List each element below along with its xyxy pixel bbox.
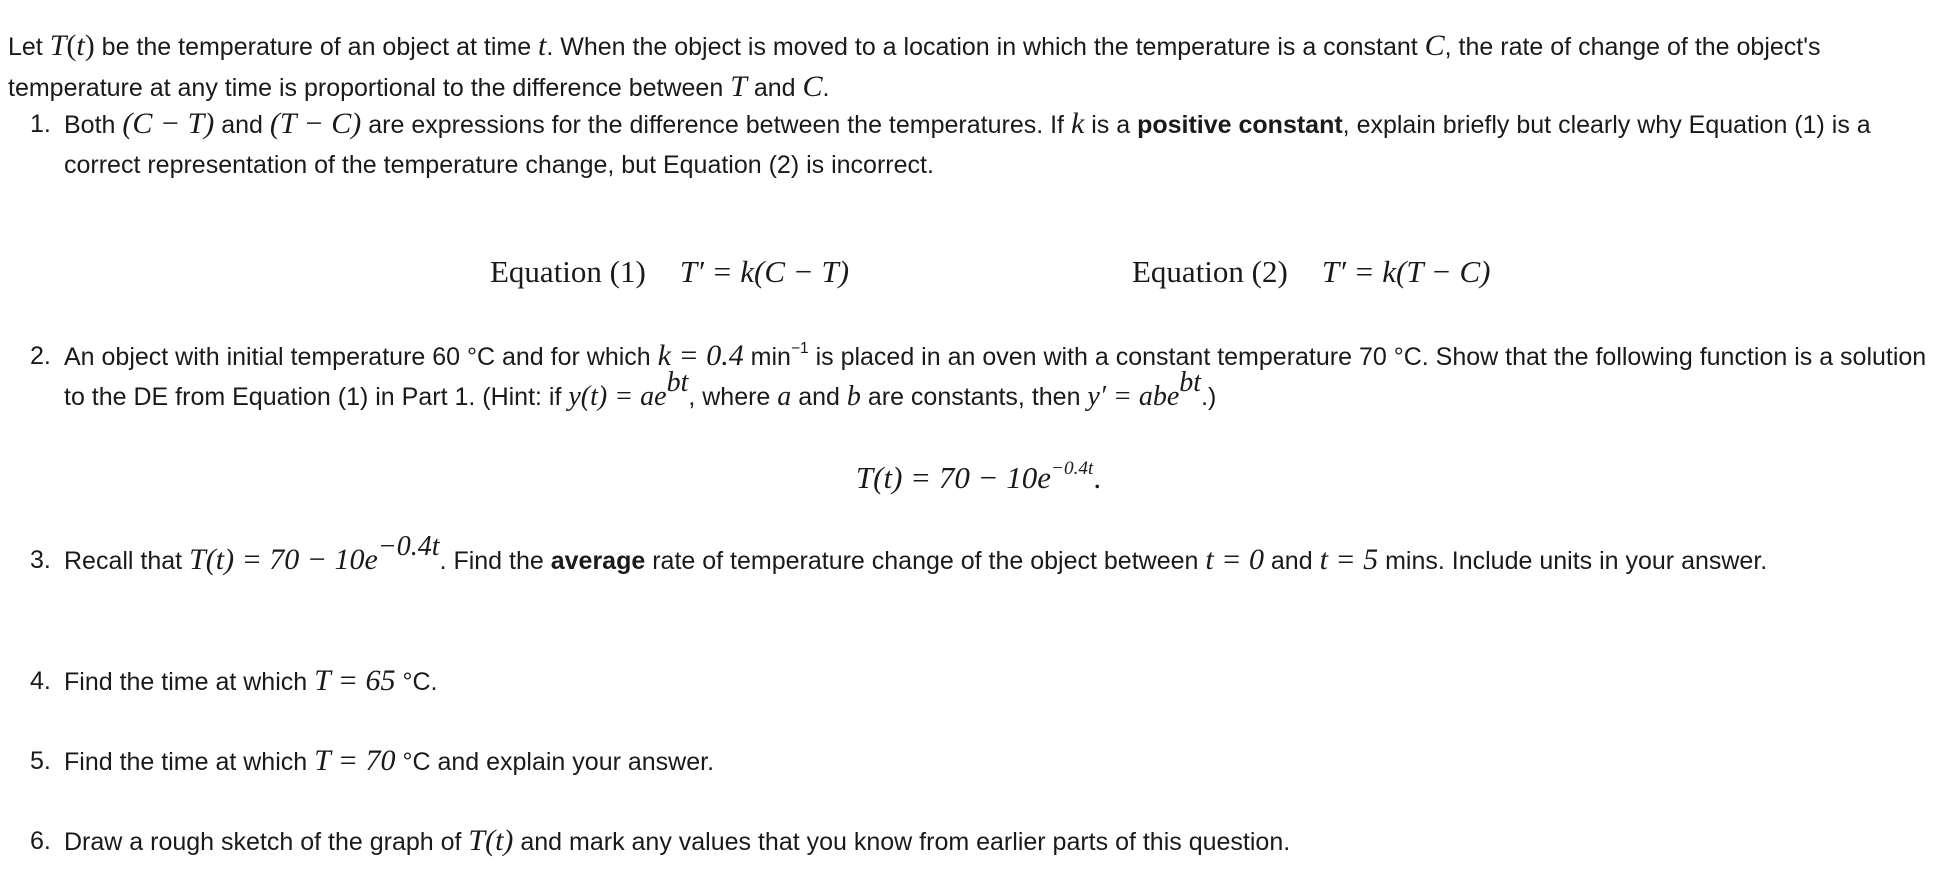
math-paren: ( [66,29,77,62]
math-expr: T = 70 [314,744,396,777]
math-C: C [802,70,823,103]
superscript: −0.4t [1051,457,1094,479]
item-text: and [791,383,847,411]
question-item-3 [30,531,1930,581]
math-paren: ) [84,29,95,62]
intro-text: , the rate of change of the object's temperature at any time is proportional to the difference between [8,33,1821,102]
item-text: rate of temperature change of the object between [645,547,1206,575]
bold-text: positive constant [1137,111,1343,139]
math-expr: y′ = abe [1087,381,1180,412]
equation-punct: . [1093,460,1102,495]
equation-label: Equation (1) [490,254,646,289]
equation-expr: T′ = k(C − T) [679,254,850,289]
item-number: 4. [30,667,51,695]
superscript: bt [666,367,689,399]
item-number: 3. [30,546,51,574]
item-text: , explain briefly but clearly why Equation (1) is a correct representation of the temperature change, but Equation (2) is incorrect. [64,111,1871,179]
math-expr: y(t) = ae [568,381,667,412]
solution-equation [0,458,1957,498]
item-text: are constants, then [860,383,1088,411]
item-text: , where [688,383,778,411]
math-b: b [846,381,861,412]
math-T: T [730,70,747,103]
intro-text: . [822,74,830,102]
item-text: °C. [395,668,438,696]
question-item-4 [30,661,1930,702]
superscript: bt [1179,367,1202,399]
math-expr: t = 0 [1205,543,1264,576]
item-text: are expressions for the difference between the temperatures. If [361,111,1071,139]
math-k: k [1070,107,1085,140]
equations-row [0,252,1957,296]
math-expr: (T − C) [269,107,362,140]
item-text: . Find the [439,547,551,575]
item-text: is a [1084,111,1138,139]
item-text: Find the time at which [64,668,315,696]
math-T: T [49,29,67,62]
math-expr: T(t) = 70 − 10e [189,543,378,576]
item-text: min [743,343,791,371]
equation-expr: T′ = k(T − C) [1321,254,1491,289]
item-text: .) [1201,383,1217,411]
item-number: 5. [30,747,51,775]
equation-expr: T(t) = 70 − 10e [855,460,1052,495]
equation-label: Equation (2) [1132,254,1288,289]
intro-text: and [746,74,803,102]
item-text: Draw a rough sketch of the graph of [64,828,469,856]
item-text: is placed in an oven with a constant temperature 70 °C. Show that the following function is a solution to the DE from Equation (1) in Part 1. (Hint: if [64,343,1927,411]
math-C: C [1424,29,1445,62]
question-item-1 [30,104,1930,185]
item-number: 6. [30,827,51,855]
equation-2 [1132,252,1490,292]
item-text: °C and explain your answer. [395,748,715,776]
item-text: Find the time at which [64,748,315,776]
math-expr: k = 0.4 [657,339,744,372]
item-number: 1. [30,110,51,138]
item-text: Both [64,111,123,139]
item-number: 2. [30,342,51,370]
equation-1 [490,252,849,292]
intro-text: be the temperature of an object at time [94,33,539,61]
math-expr: t = 5 [1319,543,1379,576]
math-t: t [538,29,547,62]
item-text: and mark any values that you know from earlier parts of this question. [513,828,1291,856]
question-item-2 [30,336,1930,417]
math-expr: (C − T) [122,107,215,140]
math-expr: T(t) [468,824,514,857]
superscript: −0.4t [377,531,440,563]
superscript: −1 [790,340,809,358]
question-item-5 [30,741,1930,782]
math-a: a [777,381,792,412]
math-t: t [76,29,85,62]
intro-text: . When the object is moved to a location in which the temperature is a constant [546,33,1425,61]
item-text: and [1263,547,1320,575]
bold-text: average [550,547,646,575]
item-text: An object with initial temperature 60 °C and for which [64,343,658,371]
item-text: Recall that [64,547,190,575]
math-expr: T = 65 [314,664,396,697]
item-text: mins. Include units in your answer. [1378,547,1768,575]
intro-paragraph [8,26,1948,108]
intro-text: Let [8,33,50,61]
item-text: and [214,111,270,139]
question-item-6 [30,821,1930,862]
